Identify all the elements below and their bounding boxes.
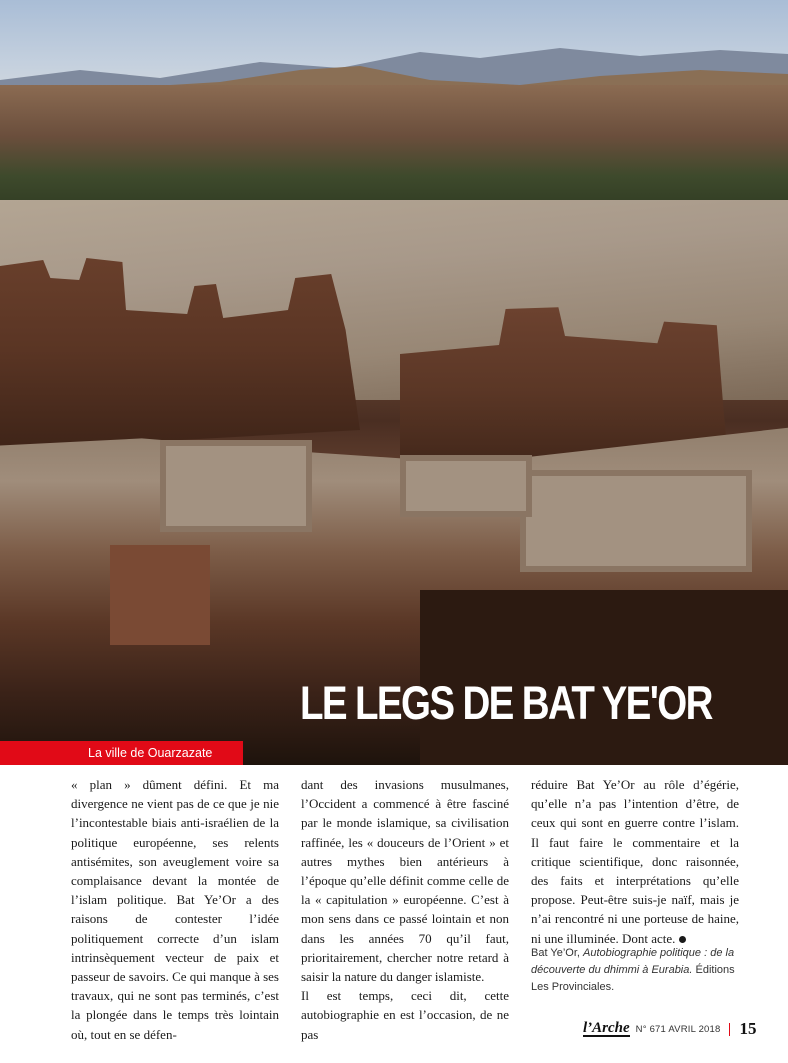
issue-info: N° 671 AVRIL 2018 bbox=[635, 1023, 721, 1035]
photo-wall bbox=[110, 545, 210, 645]
reference-publisher: Éditions Les Provinciales. bbox=[531, 964, 735, 993]
magazine-logo: l’Arche bbox=[583, 1020, 630, 1036]
book-reference bbox=[531, 945, 741, 996]
article-headline: LE LEGS DE BAT YE'OR bbox=[300, 676, 712, 729]
photo-roof-slab bbox=[160, 440, 312, 532]
footer-divider bbox=[729, 1023, 730, 1036]
end-of-article-icon bbox=[679, 936, 686, 943]
photo-caption: La ville de Ouarzazate bbox=[88, 746, 213, 760]
paragraph: dant des invasions musulmanes, l’Occident a commencé à être fasciné par le monde islamique, sa civilisation raffinée, les « douceurs de l’Orient » et autres mythes bien antérieurs à l’époque qu’elle définit comme celle de la « capitulation » européenne. C’est à mon sens dans ce passé lointain et non dans les années 70 qu’il faut, prioritairement, chercher notre retard à saisir la nature du danger islamiste. bbox=[301, 777, 509, 985]
reference-title: Autobiographie politique : de la découverte du dhimmi à Eurabia. bbox=[531, 947, 735, 976]
page-footer bbox=[583, 1018, 757, 1040]
reference-author: Bat Ye’Or, bbox=[531, 947, 580, 959]
paragraph-with-endmark bbox=[531, 775, 739, 948]
photo-roof-slab bbox=[400, 455, 532, 517]
text-column-1 bbox=[71, 775, 279, 1044]
text-column-3 bbox=[531, 775, 739, 948]
text-column-2 bbox=[301, 775, 509, 1044]
paragraph: réduire Bat Ye’Or au rôle d’égérie, qu’elle n’a pas l’intention d’être, de ceux qui sont en guerre contre l’islam. Il faut faire le commentaire et la critique scientifique, donc raisonnée, des faits et interprétations qu’elle propose. Peut-être suis-je naïf, mais je n’ai rencontré ni une porteuse de haine, ni une illuminée. Dont acte. bbox=[531, 777, 739, 946]
page-number: 15 bbox=[739, 1019, 757, 1038]
photo-town bbox=[0, 85, 788, 215]
photo-roof-slab bbox=[520, 470, 752, 572]
paragraph: « plan » dûment défini. Et ma divergence ne vient pas de ce que je nie l’incontestable biais anti-israélien de la politique européenne, ses relents antisémites, son aveuglement voire sa complaisance devant la montée de l’islam politique. Bat Ye’Or a des raisons de contester l’idée politiquement correcte d’un islam intrinsèquement vecteur de paix et passeur de savoirs. Ce qui manque à ses travaux, qui ne sont pas terminés, c’est la plongée dans le temps très lointain où, tout en se défen- bbox=[71, 777, 279, 1042]
paragraph: Il est temps, ceci dit, cette autobiographie en est l’occasion, de ne pas bbox=[301, 988, 509, 1042]
